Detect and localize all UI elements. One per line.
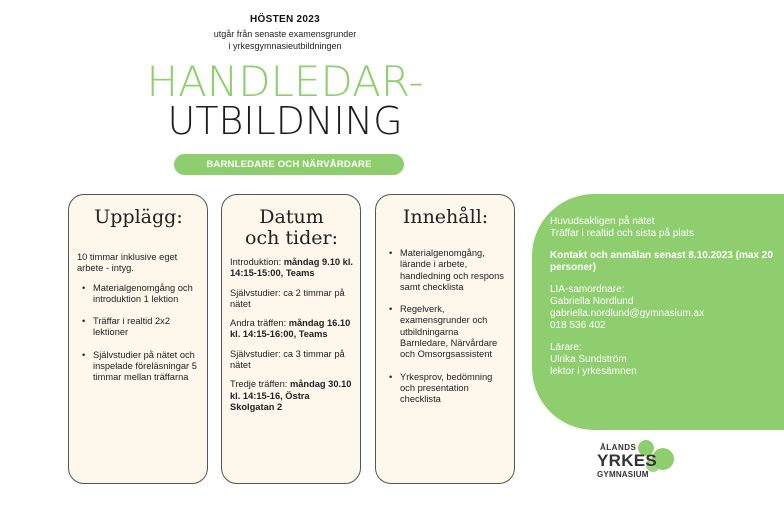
list-item: • Materialgenomgång och introduktion 1 lektion (77, 283, 200, 306)
heading-line-2: och tider: (245, 227, 338, 249)
teacher-contact (550, 342, 774, 378)
session-time: måndag 16.10 kl. 14:15-16:00, Teams (230, 318, 351, 340)
season-label: HÖSTEN 2023 (250, 14, 320, 25)
card-heading: Innehåll: (402, 206, 489, 228)
list-item: • Materialgenomgång, lärande i arbete, handledning och respons samt checklista (384, 248, 507, 293)
second-session (230, 318, 353, 341)
info-line-2: Träffar i realtid och sista på plats (550, 228, 694, 239)
list-item: • Regelverk, examensgrunder och utbildningarna Barnledare, Närvårdare och Omsorgsassistent (384, 304, 507, 360)
deadline: Kontakt och anmälan senast 8.10.2023 (max 20 personer) (550, 250, 773, 273)
school-logo (590, 440, 690, 484)
self-study-1: Självstudier: ca 2 timmar på nätet (230, 287, 345, 309)
subtitle (150, 28, 420, 52)
lia-email[interactable]: gabriella.nordlund@gymnasium.ax (550, 308, 705, 319)
subtitle-line-2: i yrkesgymnasieutbildningen (228, 41, 342, 51)
session-time: måndag 30.10 kl. 14:15-16, Östra Skolgatan 2 (230, 379, 352, 412)
card-datum (221, 194, 361, 484)
title-line-2: UTBILDNING (167, 99, 403, 143)
card-innehall (375, 194, 515, 484)
card-intro: 10 timmar inklusive eget arbete - intyg. (77, 252, 178, 274)
info-panel (532, 194, 784, 430)
third-session (230, 379, 353, 413)
session-label: Tredje träffen: (230, 379, 290, 390)
lia-label: LIA-samordnare: (550, 284, 625, 295)
list-item: • Yrkesprov, bedömning och presentation checklista (384, 372, 507, 406)
session-time: måndag 9.10 kl. 14:15-15:00, Teams (230, 257, 353, 279)
heading-line-1: Datum (259, 206, 324, 228)
info-format (550, 216, 774, 240)
intro-session (230, 257, 353, 280)
innehall-list (384, 248, 507, 406)
subtitle-line-1: utgår från senaste examensgrunder (213, 29, 357, 39)
logo-text-3: GYMNASIUM (597, 470, 649, 479)
teacher-title: lektor i yrkesämnen (550, 366, 637, 377)
program-pill: BARNLEDARE OCH NÄRVÅRDARE (174, 154, 404, 175)
lia-phone[interactable]: 018 536 402 (550, 320, 606, 331)
list-item: • Självstudier på nätet och inspelade föreläsningar 5 timmar mellan träffarna (77, 350, 200, 384)
info-line-1: Huvudsakligen på nätet (550, 216, 655, 227)
card-heading (230, 207, 353, 249)
upplagg-list (77, 283, 200, 384)
lia-contact (550, 284, 774, 332)
header-text (150, 14, 420, 52)
card-heading: Upplägg: (94, 206, 183, 228)
logo-text-1: ÅLANDS (600, 443, 637, 452)
lia-name: Gabriella Nordlund (550, 296, 634, 307)
card-upplagg (68, 194, 208, 484)
title-line-1: HANDLEDAR- (146, 57, 424, 106)
teacher-label: Lärare: (550, 342, 582, 353)
self-study-2: Självstudier: ca 3 timmar på nätet (230, 348, 345, 371)
logo-text-2: YRKES (597, 451, 658, 470)
teacher-name: Ulrika Sundström (550, 354, 627, 365)
session-label: Andra träffen: (230, 318, 289, 329)
list-item: • Träffar i realtid 2x2 lektioner (77, 316, 200, 339)
session-label: Introduktion: (230, 257, 284, 267)
